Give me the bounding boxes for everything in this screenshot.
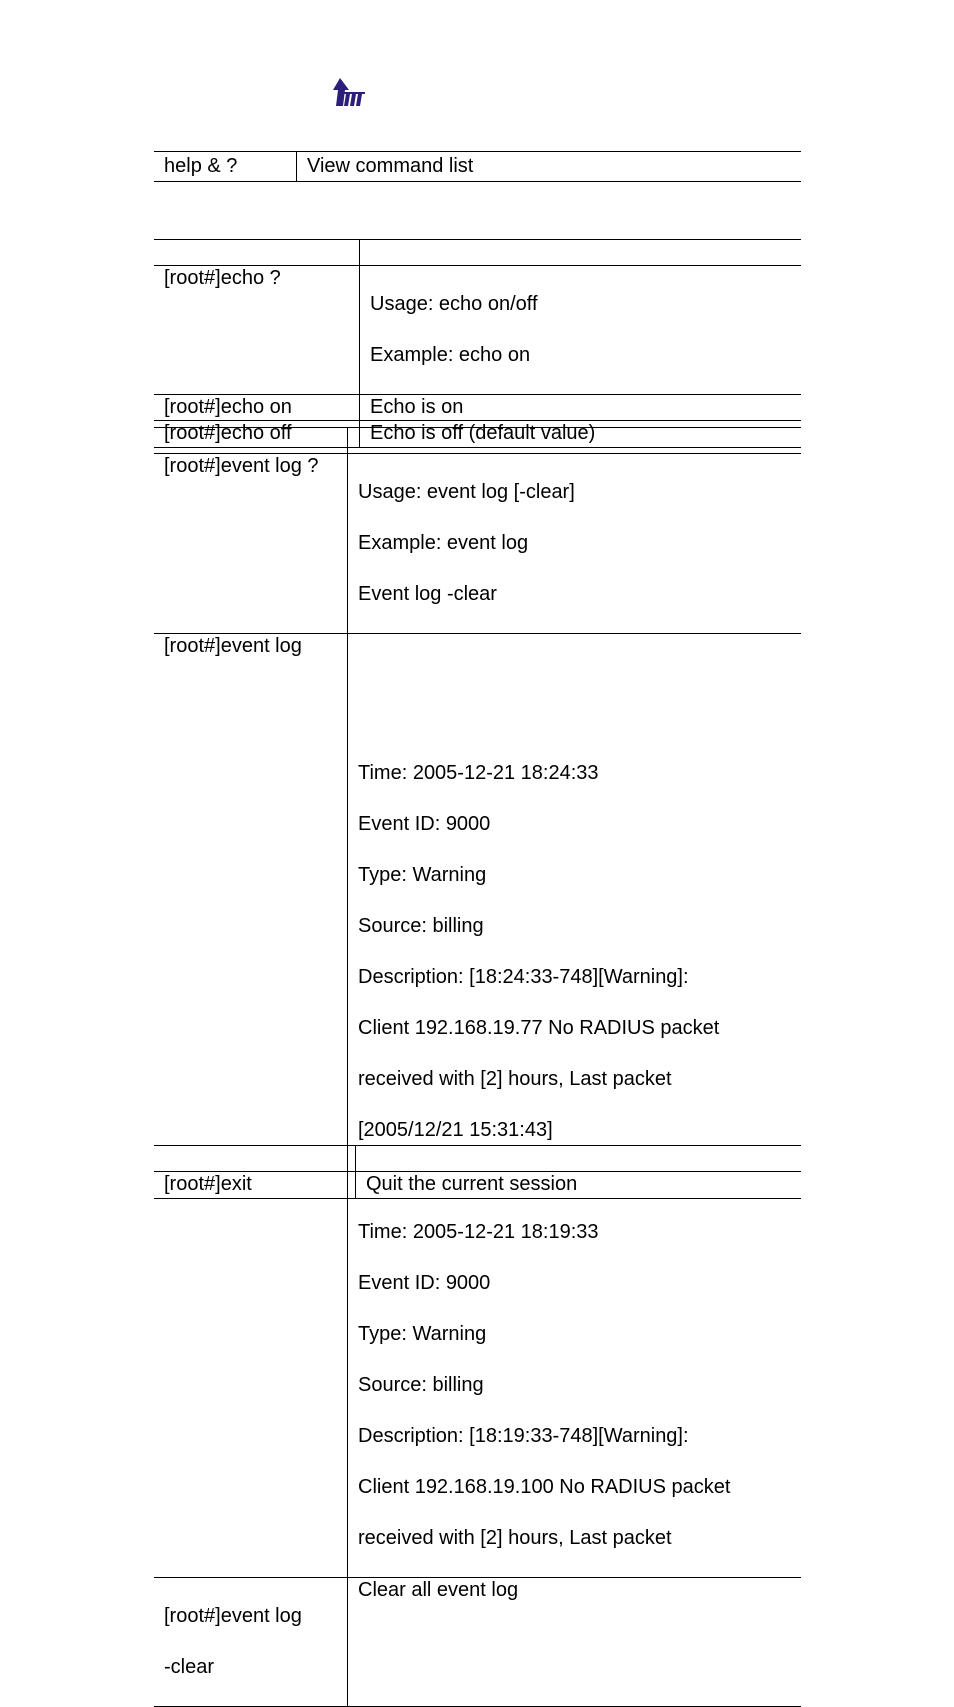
description-line: Event log -clear bbox=[358, 582, 497, 605]
log-line: Time: 2005-12-21 18:19:33 bbox=[358, 1221, 599, 1243]
log-line: Event ID: 9000 bbox=[358, 813, 491, 835]
command-cell: [root#]event log ? bbox=[154, 454, 348, 634]
table-header-row bbox=[154, 1146, 801, 1172]
log-line: Description: [18:19:33-748][Warning]: bbox=[358, 1425, 689, 1447]
command-line: [root#]event log bbox=[164, 1604, 302, 1627]
header-cell bbox=[154, 240, 360, 266]
company-logo bbox=[331, 76, 367, 108]
description-cell bbox=[360, 266, 802, 395]
log-line: received with [2] hours, Last packet bbox=[358, 1527, 672, 1549]
table-header-row bbox=[154, 240, 801, 266]
command-cell bbox=[154, 1578, 348, 1707]
log-line: Type: Warning bbox=[358, 864, 487, 886]
description-cell: Echo is off (default value) bbox=[360, 421, 802, 448]
command-cell: [root#]echo off bbox=[154, 421, 360, 448]
description-line: Usage: echo on/off bbox=[370, 292, 538, 315]
header-cell bbox=[360, 240, 802, 266]
description-cell bbox=[348, 454, 802, 634]
log-line: Client 192.168.19.77 No RADIUS packet bbox=[358, 1017, 720, 1039]
description-cell bbox=[348, 633, 802, 1578]
table-header-row bbox=[154, 428, 801, 454]
table-row bbox=[154, 1578, 801, 1707]
table-row bbox=[154, 266, 801, 395]
description-line: Example: echo on bbox=[370, 343, 531, 366]
table-row bbox=[154, 1172, 801, 1199]
header-cell bbox=[154, 428, 348, 454]
description-cell: Clear all event log bbox=[348, 1578, 802, 1707]
header-cell bbox=[356, 1146, 802, 1172]
command-cell: help & ? bbox=[154, 152, 297, 182]
command-cell: [root#]echo ? bbox=[154, 266, 360, 395]
log-line: Description: [18:24:33-748][Warning]: bbox=[358, 966, 689, 988]
table-row bbox=[154, 633, 801, 1578]
exit-command-table bbox=[154, 1145, 801, 1199]
log-line: received with [2] hours, Last packet bbox=[358, 1068, 672, 1090]
help-command-table bbox=[154, 151, 801, 182]
command-cell: [root#]event log bbox=[154, 633, 348, 1578]
log-line: Event ID: 9000 bbox=[358, 1272, 491, 1294]
table-row bbox=[154, 394, 801, 421]
command-cell: [root#]exit bbox=[154, 1172, 356, 1199]
command-cell: [root#]echo on bbox=[154, 394, 360, 421]
log-line: Source: billing bbox=[358, 1374, 484, 1396]
event-log-command-table bbox=[154, 427, 801, 1707]
echo-command-table bbox=[154, 239, 801, 448]
log-line: Source: billing bbox=[358, 915, 484, 937]
log-line: Client 192.168.19.100 No RADIUS packet bbox=[358, 1476, 731, 1498]
description-cell: View command list bbox=[297, 152, 802, 182]
log-line: Type: Warning bbox=[358, 1323, 487, 1345]
log-line: [2005/12/21 15:31:43] bbox=[358, 1119, 553, 1141]
table-row bbox=[154, 152, 801, 182]
table-row bbox=[154, 454, 801, 634]
description-line: Usage: event log [-clear] bbox=[358, 480, 575, 503]
description-cell: Quit the current session bbox=[356, 1172, 802, 1199]
command-line: -clear bbox=[164, 1655, 215, 1678]
header-cell bbox=[154, 1146, 356, 1172]
log-line: Time: 2005-12-21 18:24:33 bbox=[358, 762, 599, 784]
header-cell bbox=[348, 428, 802, 454]
description-line: Example: event log bbox=[358, 531, 529, 554]
description-cell: Echo is on bbox=[360, 394, 802, 421]
